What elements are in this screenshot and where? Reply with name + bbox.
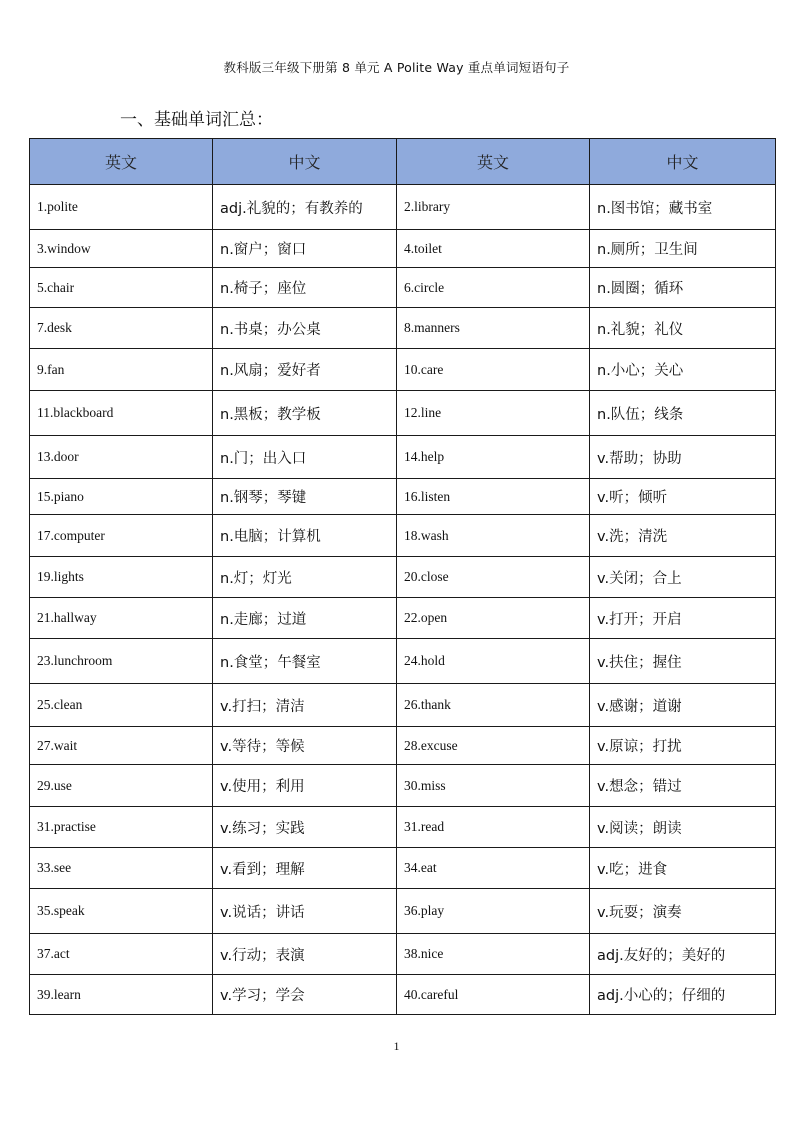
chinese-meaning-b: v.原谅；打扰	[590, 727, 776, 765]
chinese-meaning-a: v.说话；讲话	[213, 889, 397, 934]
chinese-meaning-a: n.电脑；计算机	[213, 515, 397, 557]
column-header-chinese-1: 中文	[213, 139, 397, 185]
table-row	[30, 765, 776, 807]
english-word-b: 30.miss	[397, 765, 590, 807]
english-word-b: 14.help	[397, 436, 590, 479]
english-word-a: 15.piano	[30, 479, 213, 515]
english-word-b: 6.circle	[397, 268, 590, 308]
english-word-a: 33.see	[30, 848, 213, 889]
chinese-meaning-a: n.走廊；过道	[213, 598, 397, 639]
chinese-meaning-a: v.练习；实践	[213, 807, 397, 848]
chinese-meaning-b: v.听；倾听	[590, 479, 776, 515]
english-word-b: 38.nice	[397, 934, 590, 975]
chinese-meaning-a: n.灯；灯光	[213, 557, 397, 598]
chinese-meaning-b: n.礼貌；礼仪	[590, 308, 776, 349]
english-word-a: 13.door	[30, 436, 213, 479]
chinese-meaning-b: v.吃；进食	[590, 848, 776, 889]
table-row	[30, 268, 776, 308]
table-row	[30, 308, 776, 349]
table-row	[30, 349, 776, 391]
table-row	[30, 230, 776, 268]
english-word-b: 20.close	[397, 557, 590, 598]
english-word-a: 35.speak	[30, 889, 213, 934]
english-word-b: 2.library	[397, 185, 590, 230]
column-header-chinese-2: 中文	[590, 139, 776, 185]
english-word-a: 9.fan	[30, 349, 213, 391]
chinese-meaning-b: v.打开；开启	[590, 598, 776, 639]
chinese-meaning-a: n.椅子；座位	[213, 268, 397, 308]
chinese-meaning-a: v.使用；利用	[213, 765, 397, 807]
english-word-b: 36.play	[397, 889, 590, 934]
english-word-a: 17.computer	[30, 515, 213, 557]
english-word-b: 24.hold	[397, 639, 590, 684]
chinese-meaning-b: v.洗；清洗	[590, 515, 776, 557]
english-word-b: 10.care	[397, 349, 590, 391]
table-row	[30, 975, 776, 1015]
vocabulary-table-body	[30, 185, 776, 1015]
column-header-english-2: 英文	[397, 139, 590, 185]
chinese-meaning-b: v.想念；错过	[590, 765, 776, 807]
table-row	[30, 848, 776, 889]
chinese-meaning-a: v.学习；学会	[213, 975, 397, 1015]
table-row	[30, 436, 776, 479]
chinese-meaning-b: n.圆圈；循环	[590, 268, 776, 308]
page-number: 1	[393, 1039, 400, 1053]
english-word-b: 18.wash	[397, 515, 590, 557]
table-header-row	[30, 139, 776, 185]
table-row	[30, 515, 776, 557]
table-row	[30, 807, 776, 848]
english-word-b: 16.listen	[397, 479, 590, 515]
english-word-a: 31.practise	[30, 807, 213, 848]
document-title: 教科版三年级下册第 8 单元 A Polite Way 重点单词短语句子	[223, 60, 570, 75]
english-word-b: 26.thank	[397, 684, 590, 727]
chinese-meaning-a: n.钢琴；琴键	[213, 479, 397, 515]
chinese-meaning-a: v.行动；表演	[213, 934, 397, 975]
chinese-meaning-b: n.厕所；卫生间	[590, 230, 776, 268]
chinese-meaning-a: n.食堂；午餐室	[213, 639, 397, 684]
table-row	[30, 598, 776, 639]
table-row	[30, 934, 776, 975]
table-row	[30, 639, 776, 684]
chinese-meaning-a: n.黑板；教学板	[213, 391, 397, 436]
chinese-meaning-b: n.队伍；线条	[590, 391, 776, 436]
english-word-b: 28.excuse	[397, 727, 590, 765]
chinese-meaning-a: n.风扇；爱好者	[213, 349, 397, 391]
english-word-a: 21.hallway	[30, 598, 213, 639]
chinese-meaning-a: v.等待；等候	[213, 727, 397, 765]
section-heading: 一、基础单词汇总：	[120, 110, 273, 130]
english-word-a: 29.use	[30, 765, 213, 807]
chinese-meaning-a: n.书桌；办公桌	[213, 308, 397, 349]
table-row	[30, 185, 776, 230]
english-word-b: 4.toilet	[397, 230, 590, 268]
chinese-meaning-b: n.图书馆；藏书室	[590, 185, 776, 230]
chinese-meaning-b: v.关闭；合上	[590, 557, 776, 598]
table-row	[30, 479, 776, 515]
chinese-meaning-a: n.门；出入口	[213, 436, 397, 479]
english-word-a: 25.clean	[30, 684, 213, 727]
english-word-b: 40.careful	[397, 975, 590, 1015]
english-word-a: 37.act	[30, 934, 213, 975]
english-word-b: 22.open	[397, 598, 590, 639]
chinese-meaning-b: v.阅读；朗读	[590, 807, 776, 848]
chinese-meaning-a: adj.礼貌的；有教养的	[213, 185, 397, 230]
english-word-a: 7.desk	[30, 308, 213, 349]
english-word-a: 19.lights	[30, 557, 213, 598]
english-word-b: 31.read	[397, 807, 590, 848]
english-word-a: 5.chair	[30, 268, 213, 308]
chinese-meaning-b: v.玩耍；演奏	[590, 889, 776, 934]
english-word-a: 27.wait	[30, 727, 213, 765]
vocabulary-table	[29, 138, 776, 1015]
chinese-meaning-a: n.窗户；窗口	[213, 230, 397, 268]
chinese-meaning-b: adj.友好的；美好的	[590, 934, 776, 975]
chinese-meaning-a: v.看到；理解	[213, 848, 397, 889]
chinese-meaning-b: adj.小心的；仔细的	[590, 975, 776, 1015]
english-word-a: 23.lunchroom	[30, 639, 213, 684]
column-header-english-1: 英文	[30, 139, 213, 185]
chinese-meaning-b: v.帮助；协助	[590, 436, 776, 479]
table-row	[30, 391, 776, 436]
english-word-b: 34.eat	[397, 848, 590, 889]
chinese-meaning-b: v.扶住；握住	[590, 639, 776, 684]
english-word-a: 3.window	[30, 230, 213, 268]
english-word-b: 12.line	[397, 391, 590, 436]
table-row	[30, 727, 776, 765]
chinese-meaning-b: v.感谢；道谢	[590, 684, 776, 727]
chinese-meaning-a: v.打扫；清洁	[213, 684, 397, 727]
english-word-a: 39.learn	[30, 975, 213, 1015]
english-word-a: 1.polite	[30, 185, 213, 230]
table-row	[30, 557, 776, 598]
english-word-a: 11.blackboard	[30, 391, 213, 436]
table-row	[30, 889, 776, 934]
english-word-b: 8.manners	[397, 308, 590, 349]
chinese-meaning-b: n.小心；关心	[590, 349, 776, 391]
table-row	[30, 684, 776, 727]
